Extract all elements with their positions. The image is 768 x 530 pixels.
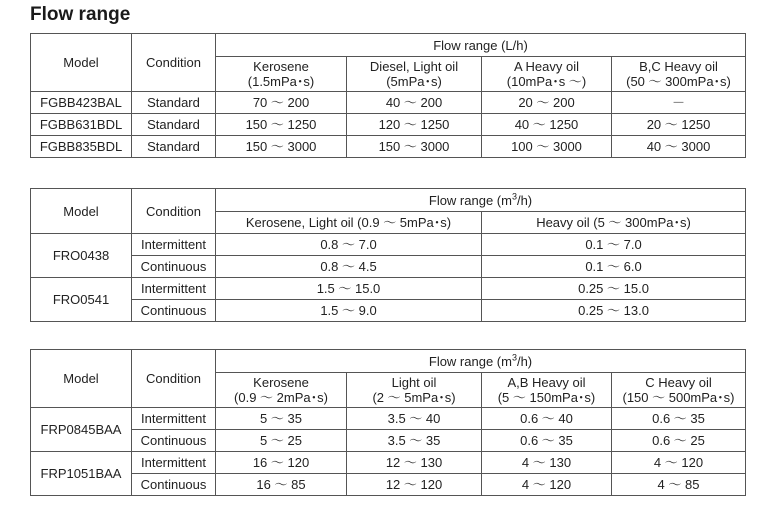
condition-cell: Standard — [132, 114, 216, 136]
condition-cell: Continuous — [132, 300, 216, 322]
value-cell: 0.8 ～ 4.5 — [216, 256, 482, 278]
model-cell: FGBB835BDL — [31, 136, 132, 158]
value-cell: 12 ～ 130 — [347, 452, 482, 474]
value-cell: 0.25 ～ 15.0 — [482, 278, 746, 300]
condition-cell: Standard — [132, 136, 216, 158]
column-header-kerosene-light-oil: Kerosene, Light oil (0.9 ～ 5mPa･s) — [216, 212, 482, 234]
value-cell: 5 ～ 25 — [216, 430, 347, 452]
value-cell: 0.25 ～ 13.0 — [482, 300, 746, 322]
condition-cell: Standard — [132, 92, 216, 114]
column-header-heavy-oil: Heavy oil (5 ～ 300mPa･s) — [482, 212, 746, 234]
flow-range-table-fgbb — [30, 33, 746, 158]
value-cell: － — [612, 92, 746, 114]
condition-cell: Intermittent — [132, 452, 216, 474]
value-cell: 40 ～ 3000 — [612, 136, 746, 158]
table-row — [31, 136, 746, 158]
model-header: Model — [31, 189, 132, 234]
table-row — [31, 474, 746, 496]
condition-cell: Continuous — [132, 430, 216, 452]
value-cell: 0.6 ～ 40 — [482, 408, 612, 430]
value-cell: 16 ～ 120 — [216, 452, 347, 474]
value-cell: 40 ～ 200 — [347, 92, 482, 114]
value-cell: 0.8 ～ 7.0 — [216, 234, 482, 256]
model-cell: FRO0438 — [31, 234, 132, 278]
column-header-kerosene: Kerosene (1.5mPa･s) — [216, 57, 347, 92]
model-header: Model — [31, 34, 132, 92]
flow-range-group-header: Flow range (L/h) — [216, 34, 746, 57]
value-cell: 0.6 ～ 35 — [612, 408, 746, 430]
column-header-bc-heavy-oil: B,C Heavy oil (50 ～ 300mPa･s) — [612, 57, 746, 92]
value-cell: 120 ～ 1250 — [347, 114, 482, 136]
flow-range-group-header: Flow range $(m^3/h)$ — [216, 350, 746, 373]
model-header: Model — [31, 350, 132, 408]
value-cell: 1.5 ～ 9.0 — [216, 300, 482, 322]
value-cell: 0.1 ～ 6.0 — [482, 256, 746, 278]
value-cell: 20 ～ 200 — [482, 92, 612, 114]
flow-range-table-frp — [30, 349, 746, 496]
condition-header: Condition — [132, 34, 216, 92]
value-cell: 4 ～ 120 — [612, 452, 746, 474]
column-header-diesel-light-oil: Diesel, Light oil (5mPa･s) — [347, 57, 482, 92]
page-title: Flow range — [30, 4, 131, 25]
model-cell: FGBB631BDL — [31, 114, 132, 136]
value-cell: 1.5 ～ 15.0 — [216, 278, 482, 300]
value-cell: 40 ～ 1250 — [482, 114, 612, 136]
flow-range-group-header: Flow range $(m^3/h)$ — [216, 189, 746, 212]
table-row — [31, 114, 746, 136]
condition-cell: Intermittent — [132, 408, 216, 430]
table-row — [31, 278, 746, 300]
value-cell: 20 ～ 1250 — [612, 114, 746, 136]
model-cell: FGBB423BAL — [31, 92, 132, 114]
model-cell: FRO0541 — [31, 278, 132, 322]
condition-header: Condition — [132, 189, 216, 234]
model-cell: FRP0845BAA — [31, 408, 132, 452]
table-row — [31, 452, 746, 474]
value-cell: 150 ～ 1250 — [216, 114, 347, 136]
value-cell: 4 ～ 85 — [612, 474, 746, 496]
condition-cell: Continuous — [132, 474, 216, 496]
value-cell: 0.6 ～ 35 — [482, 430, 612, 452]
flow-range-table-fro — [30, 188, 746, 322]
table-row — [31, 92, 746, 114]
condition-cell: Continuous — [132, 256, 216, 278]
value-cell: 0.1 ～ 7.0 — [482, 234, 746, 256]
condition-cell: Intermittent — [132, 278, 216, 300]
table-row — [31, 430, 746, 452]
value-cell: 70 ～ 200 — [216, 92, 347, 114]
condition-cell: Intermittent — [132, 234, 216, 256]
value-cell: 0.6 ～ 25 — [612, 430, 746, 452]
column-header-a-heavy-oil: A Heavy oil (10mPa･s ～) — [482, 57, 612, 92]
table-row — [31, 408, 746, 430]
value-cell: 4 ～ 130 — [482, 452, 612, 474]
table-row — [31, 256, 746, 278]
value-cell: 150 ～ 3000 — [347, 136, 482, 158]
value-cell: 100 ～ 3000 — [482, 136, 612, 158]
model-cell: FRP1051BAA — [31, 452, 132, 496]
value-cell: 4 ～ 120 — [482, 474, 612, 496]
column-header-light-oil: Light oil (2 ～ 5mPa･s) — [347, 373, 482, 408]
column-header-kerosene: Kerosene (0.9 ～ 2mPa･s) — [216, 373, 347, 408]
value-cell: 12 ～ 120 — [347, 474, 482, 496]
table-row — [31, 300, 746, 322]
value-cell: 3.5 ～ 40 — [347, 408, 482, 430]
column-header-ab-heavy-oil: A,B Heavy oil (5 ～ 150mPa･s) — [482, 373, 612, 408]
value-cell: 150 ～ 3000 — [216, 136, 347, 158]
value-cell: 3.5 ～ 35 — [347, 430, 482, 452]
value-cell: 5 ～ 35 — [216, 408, 347, 430]
value-cell: 16 ～ 85 — [216, 474, 347, 496]
condition-header: Condition — [132, 350, 216, 408]
table-row — [31, 234, 746, 256]
column-header-c-heavy-oil: C Heavy oil (150 ～ 500mPa･s) — [612, 373, 746, 408]
